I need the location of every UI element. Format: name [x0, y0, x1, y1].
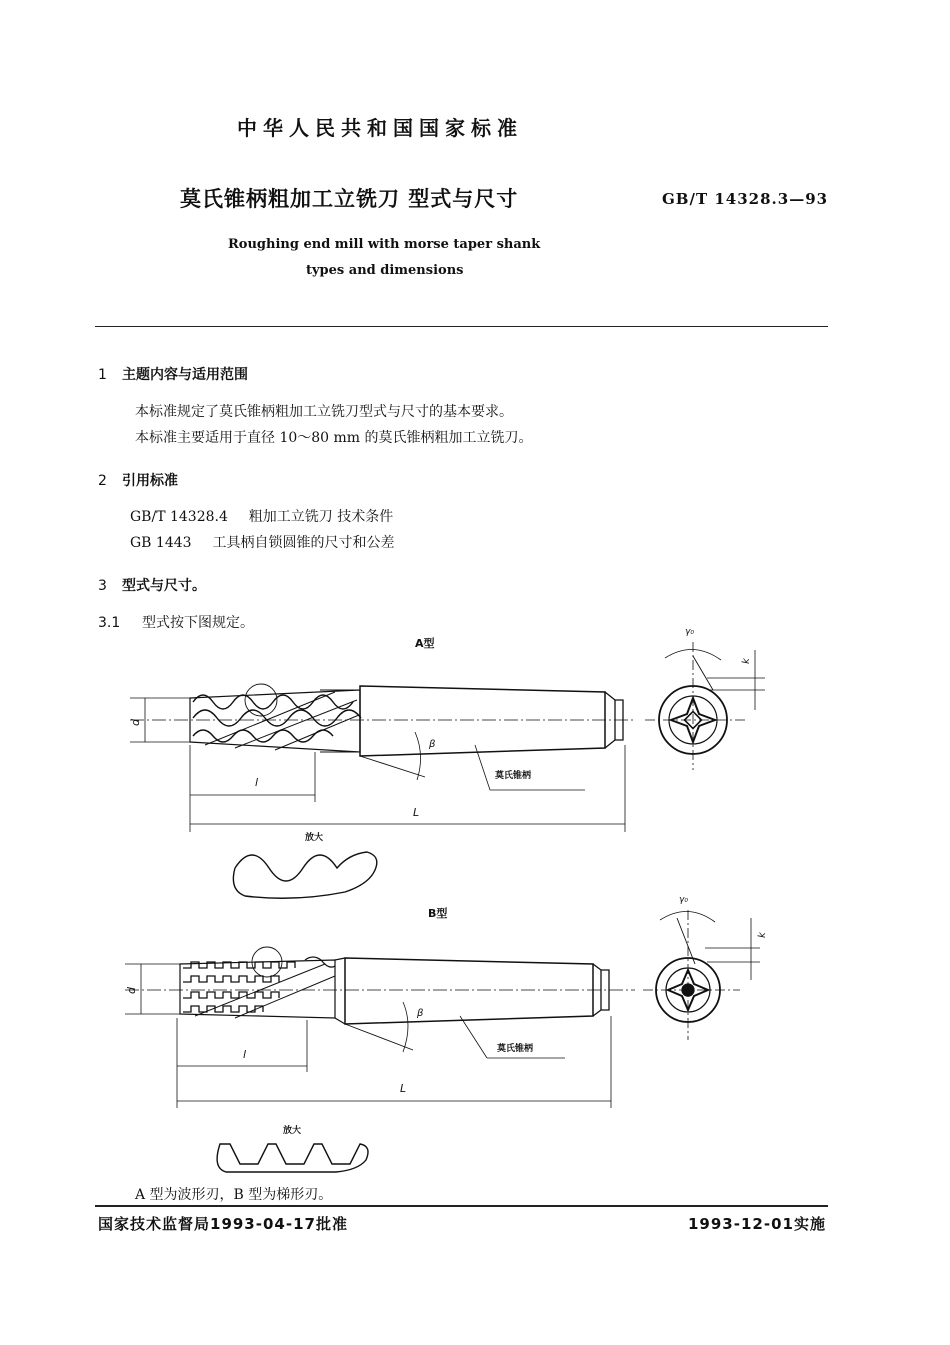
section-number: 3	[98, 578, 107, 594]
type-a-dim-l: l	[255, 776, 259, 789]
reference-title: 工具柄自锁圆锥的尺寸和公差	[212, 535, 395, 551]
section-number: 2	[98, 473, 107, 489]
type-b-dim-L: L	[400, 1082, 407, 1095]
section-title: 引用标准	[122, 473, 178, 489]
reference-2	[130, 532, 394, 552]
type-a-enlarge-label: 放大	[305, 833, 324, 843]
type-b-label: B型	[428, 907, 448, 920]
reference-code: GB/T 14328.4	[130, 509, 228, 525]
section-number: 1	[98, 367, 107, 383]
section-3-heading	[98, 575, 206, 595]
approval-date: 国家技术监督局1993-04-17批准	[98, 1215, 348, 1233]
type-b-dim-k: k	[757, 932, 768, 938]
standard-title-english-line1: Roughing end mill with morse taper shank	[228, 237, 541, 252]
standard-code: GB/T 14328.3—93	[662, 190, 829, 208]
section-2-heading	[98, 470, 178, 490]
issuing-organization: 中华人民共和国国家标准	[237, 116, 523, 140]
type-b-enlarge-label: 放大	[283, 1126, 302, 1136]
footer-divider	[95, 1205, 828, 1207]
type-b-drawing	[125, 910, 760, 1172]
header-divider	[95, 326, 828, 327]
type-b-dim-beta: β	[417, 1008, 424, 1019]
reference-1	[130, 506, 393, 526]
end-mill-technical-drawing	[95, 620, 815, 1180]
type-b-dim-d: d	[125, 987, 138, 994]
section-title: 型式与尺寸。	[122, 578, 206, 594]
subsection-number: 3.1	[98, 615, 121, 631]
type-a-shank-label: 莫氏锥柄	[495, 771, 532, 781]
type-a-dim-beta: β	[429, 739, 436, 750]
type-b-dim-gamma: γ₀	[679, 895, 688, 905]
type-a-dim-L: L	[413, 806, 420, 819]
section-1-paragraph-1: 本标准规定了莫氏锥柄粗加工立铣刀型式与尺寸的基本要求。	[135, 404, 513, 420]
reference-title: 粗加工立铣刀 技术条件	[248, 509, 394, 525]
type-a-label: A型	[415, 637, 435, 650]
subsection-text: 型式按下图规定。	[142, 615, 254, 631]
section-1-paragraph-2: 本标准主要适用于直径 10～80 mm 的莫氏锥柄粗加工立铣刀。	[135, 430, 533, 446]
type-b-dim-l: l	[243, 1048, 247, 1061]
section-title: 主题内容与适用范围	[122, 367, 248, 383]
type-a-dim-gamma: γ₀	[685, 627, 694, 637]
type-a-dim-d: d	[129, 719, 142, 726]
standard-title-chinese: 莫氏锥柄粗加工立铣刀 型式与尺寸	[180, 187, 519, 211]
reference-code: GB 1443	[130, 535, 192, 551]
type-a-dim-k: k	[741, 658, 752, 664]
effective-date: 1993-12-01实施	[688, 1215, 826, 1233]
type-b-shank-label: 莫氏锥柄	[497, 1044, 534, 1054]
figure-note: A 型为波形刃，B 型为梯形刃。	[135, 1187, 333, 1203]
type-a-drawing	[130, 642, 765, 898]
standard-title-english-line2: types and dimensions	[306, 263, 464, 278]
section-1-heading	[98, 364, 248, 384]
